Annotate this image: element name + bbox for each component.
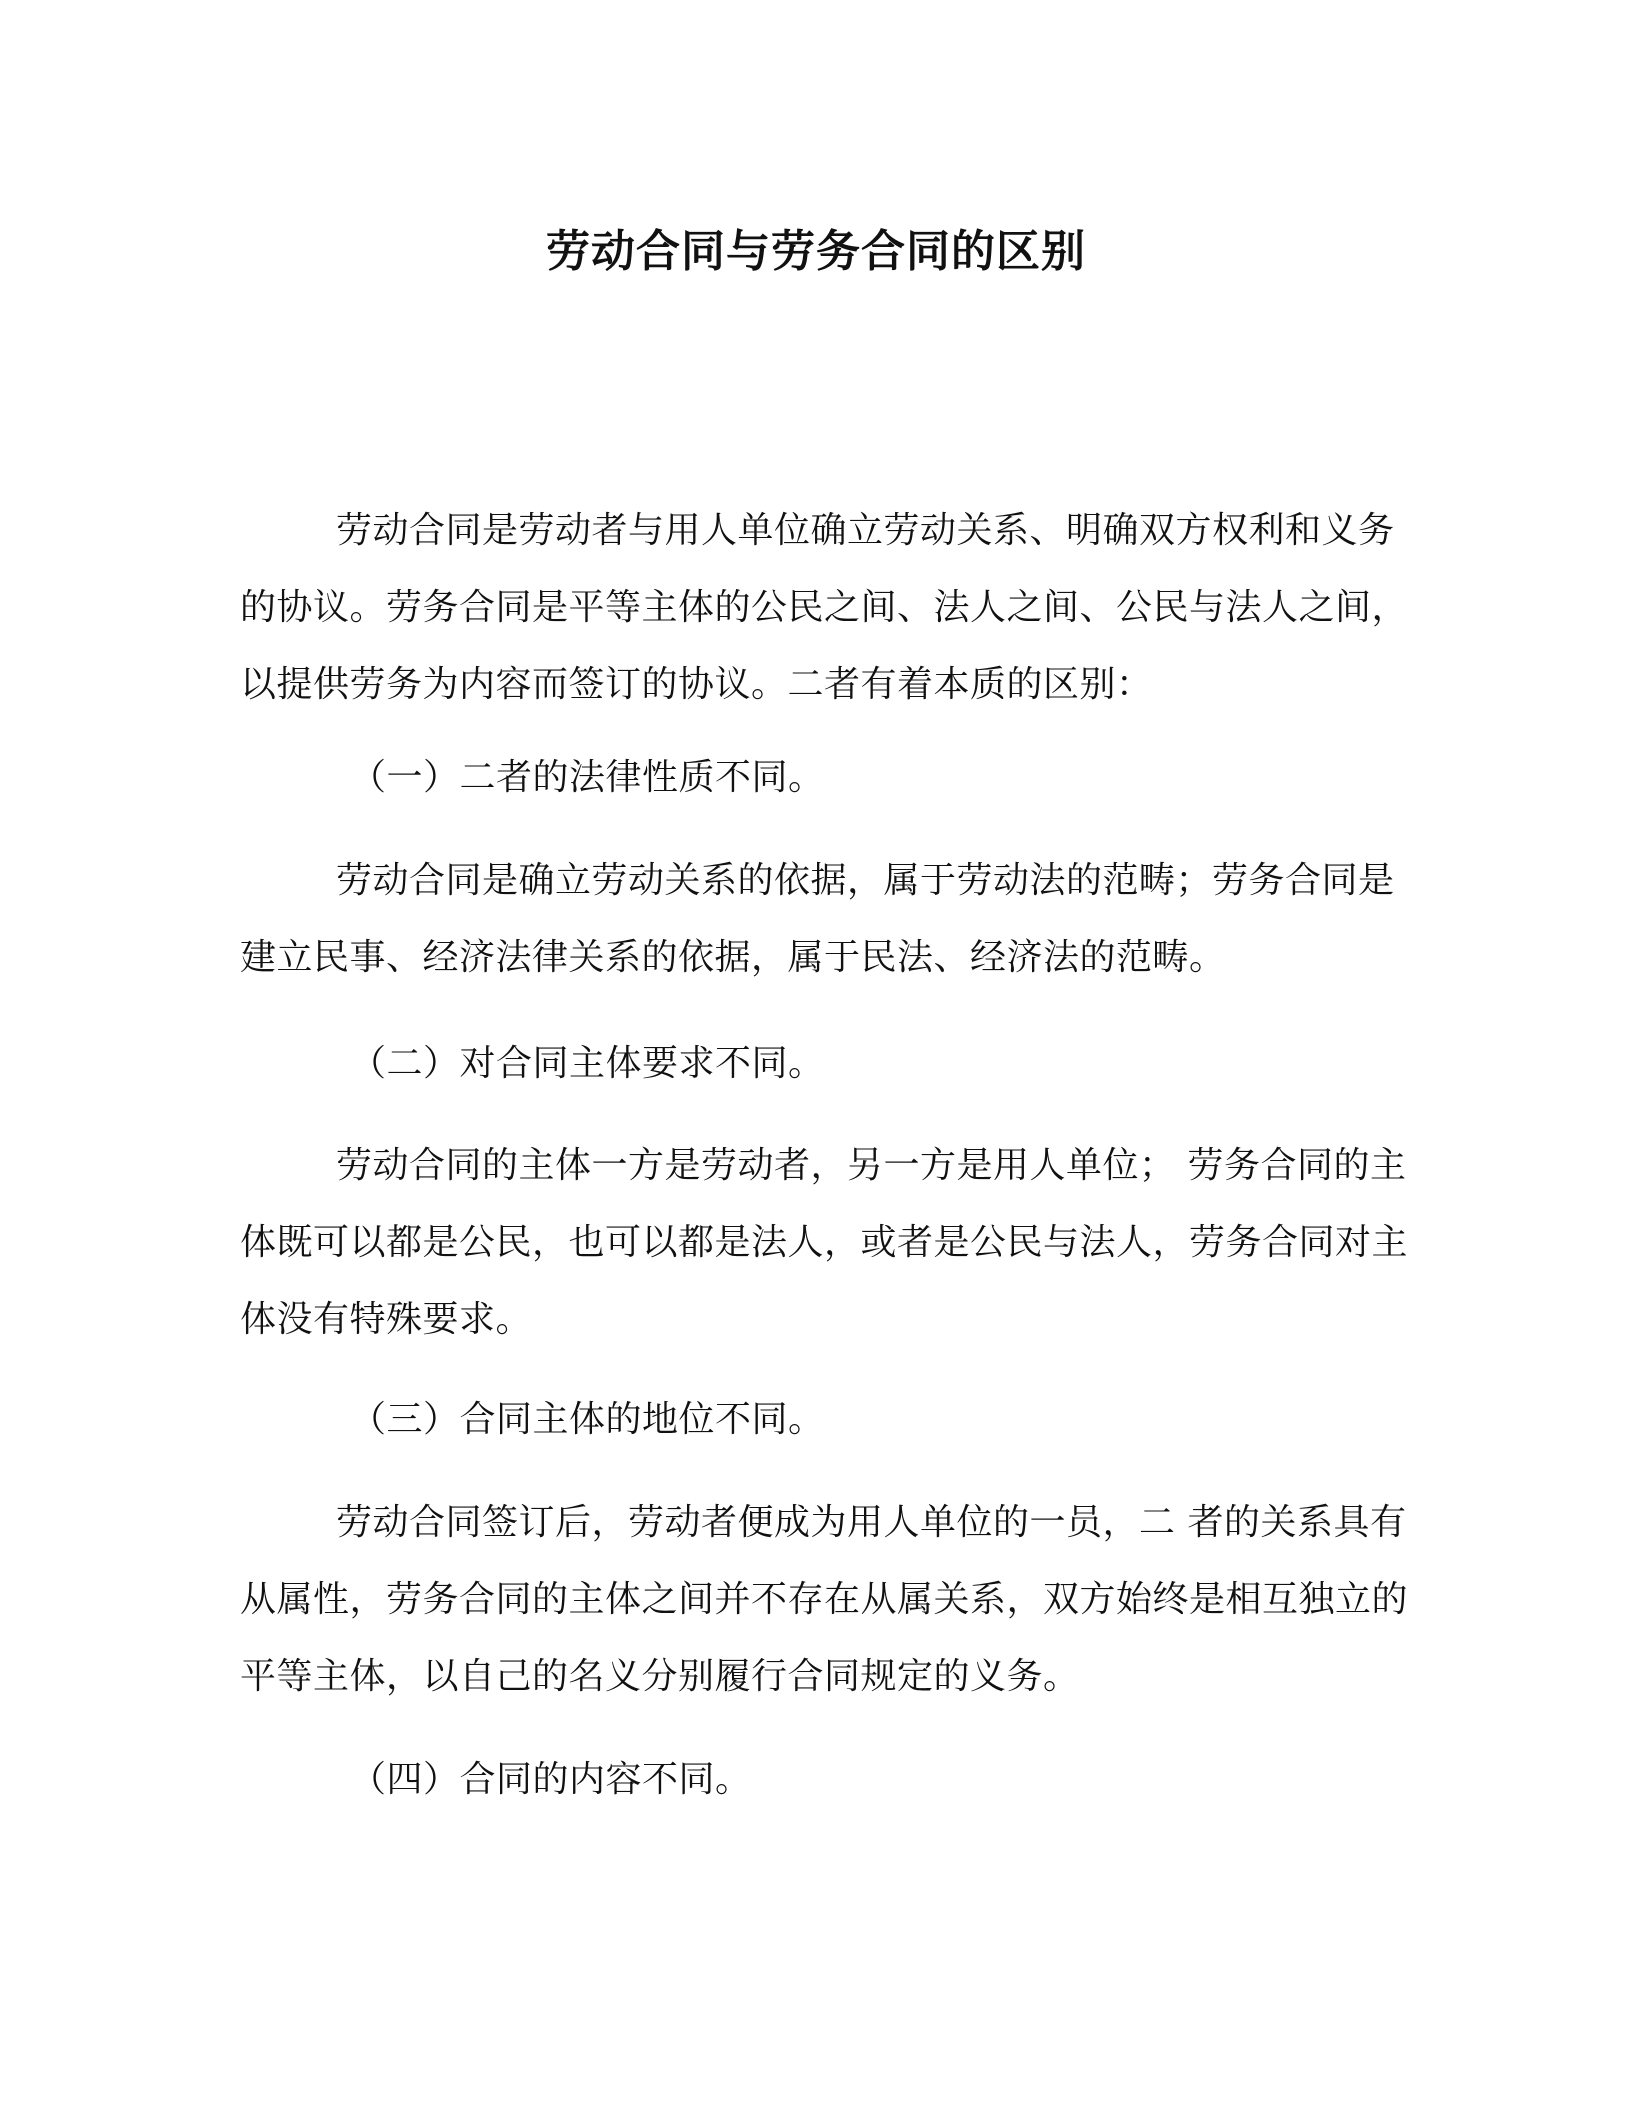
section-heading-2: （二）对合同主体要求不同。 bbox=[350, 1043, 825, 1084]
section-paragraph-2: 劳动合同的主体一方是劳动者，另一方是用人单位； 劳务合同的主体既可以都是公民，也可以都是法人，或者是公民与法人，劳务合同对主体没有特殊要求。 bbox=[240, 1145, 1409, 1340]
section-paragraph-3: 劳动合同签订后，劳动者便成为用人单位的一员，二 者的关系具有从属性，劳务合同的主体之间并不存在从属关系，双方始终是相互独立的平等主体，以自己的名义分别履行合同规定的义务。 bbox=[240, 1502, 1409, 1697]
section-heading-4: （四）合同的内容不同。 bbox=[350, 1759, 752, 1800]
section-heading-1: （一）二者的法律性质不同。 bbox=[350, 757, 825, 798]
document-title: 劳动合同与劳务合同的区别 bbox=[546, 226, 1086, 277]
section-paragraph-1: 劳动合同是确立劳动关系的依据，属于劳动法的范畴；劳务合同是建立民事、经济法律关系的依据，属于民法、经济法的范畴。 bbox=[240, 860, 1395, 978]
section-heading-3: （三）合同主体的地位不同。 bbox=[350, 1399, 825, 1440]
intro-paragraph: 劳动合同是劳动者与用人单位确立劳动关系、明确双方权利和义务的协议。劳务合同是平等主体的公民之间、法人之间、公民与法人之间，以提供劳务为内容而签订的协议。二者有着本质的区别： bbox=[240, 510, 1409, 705]
